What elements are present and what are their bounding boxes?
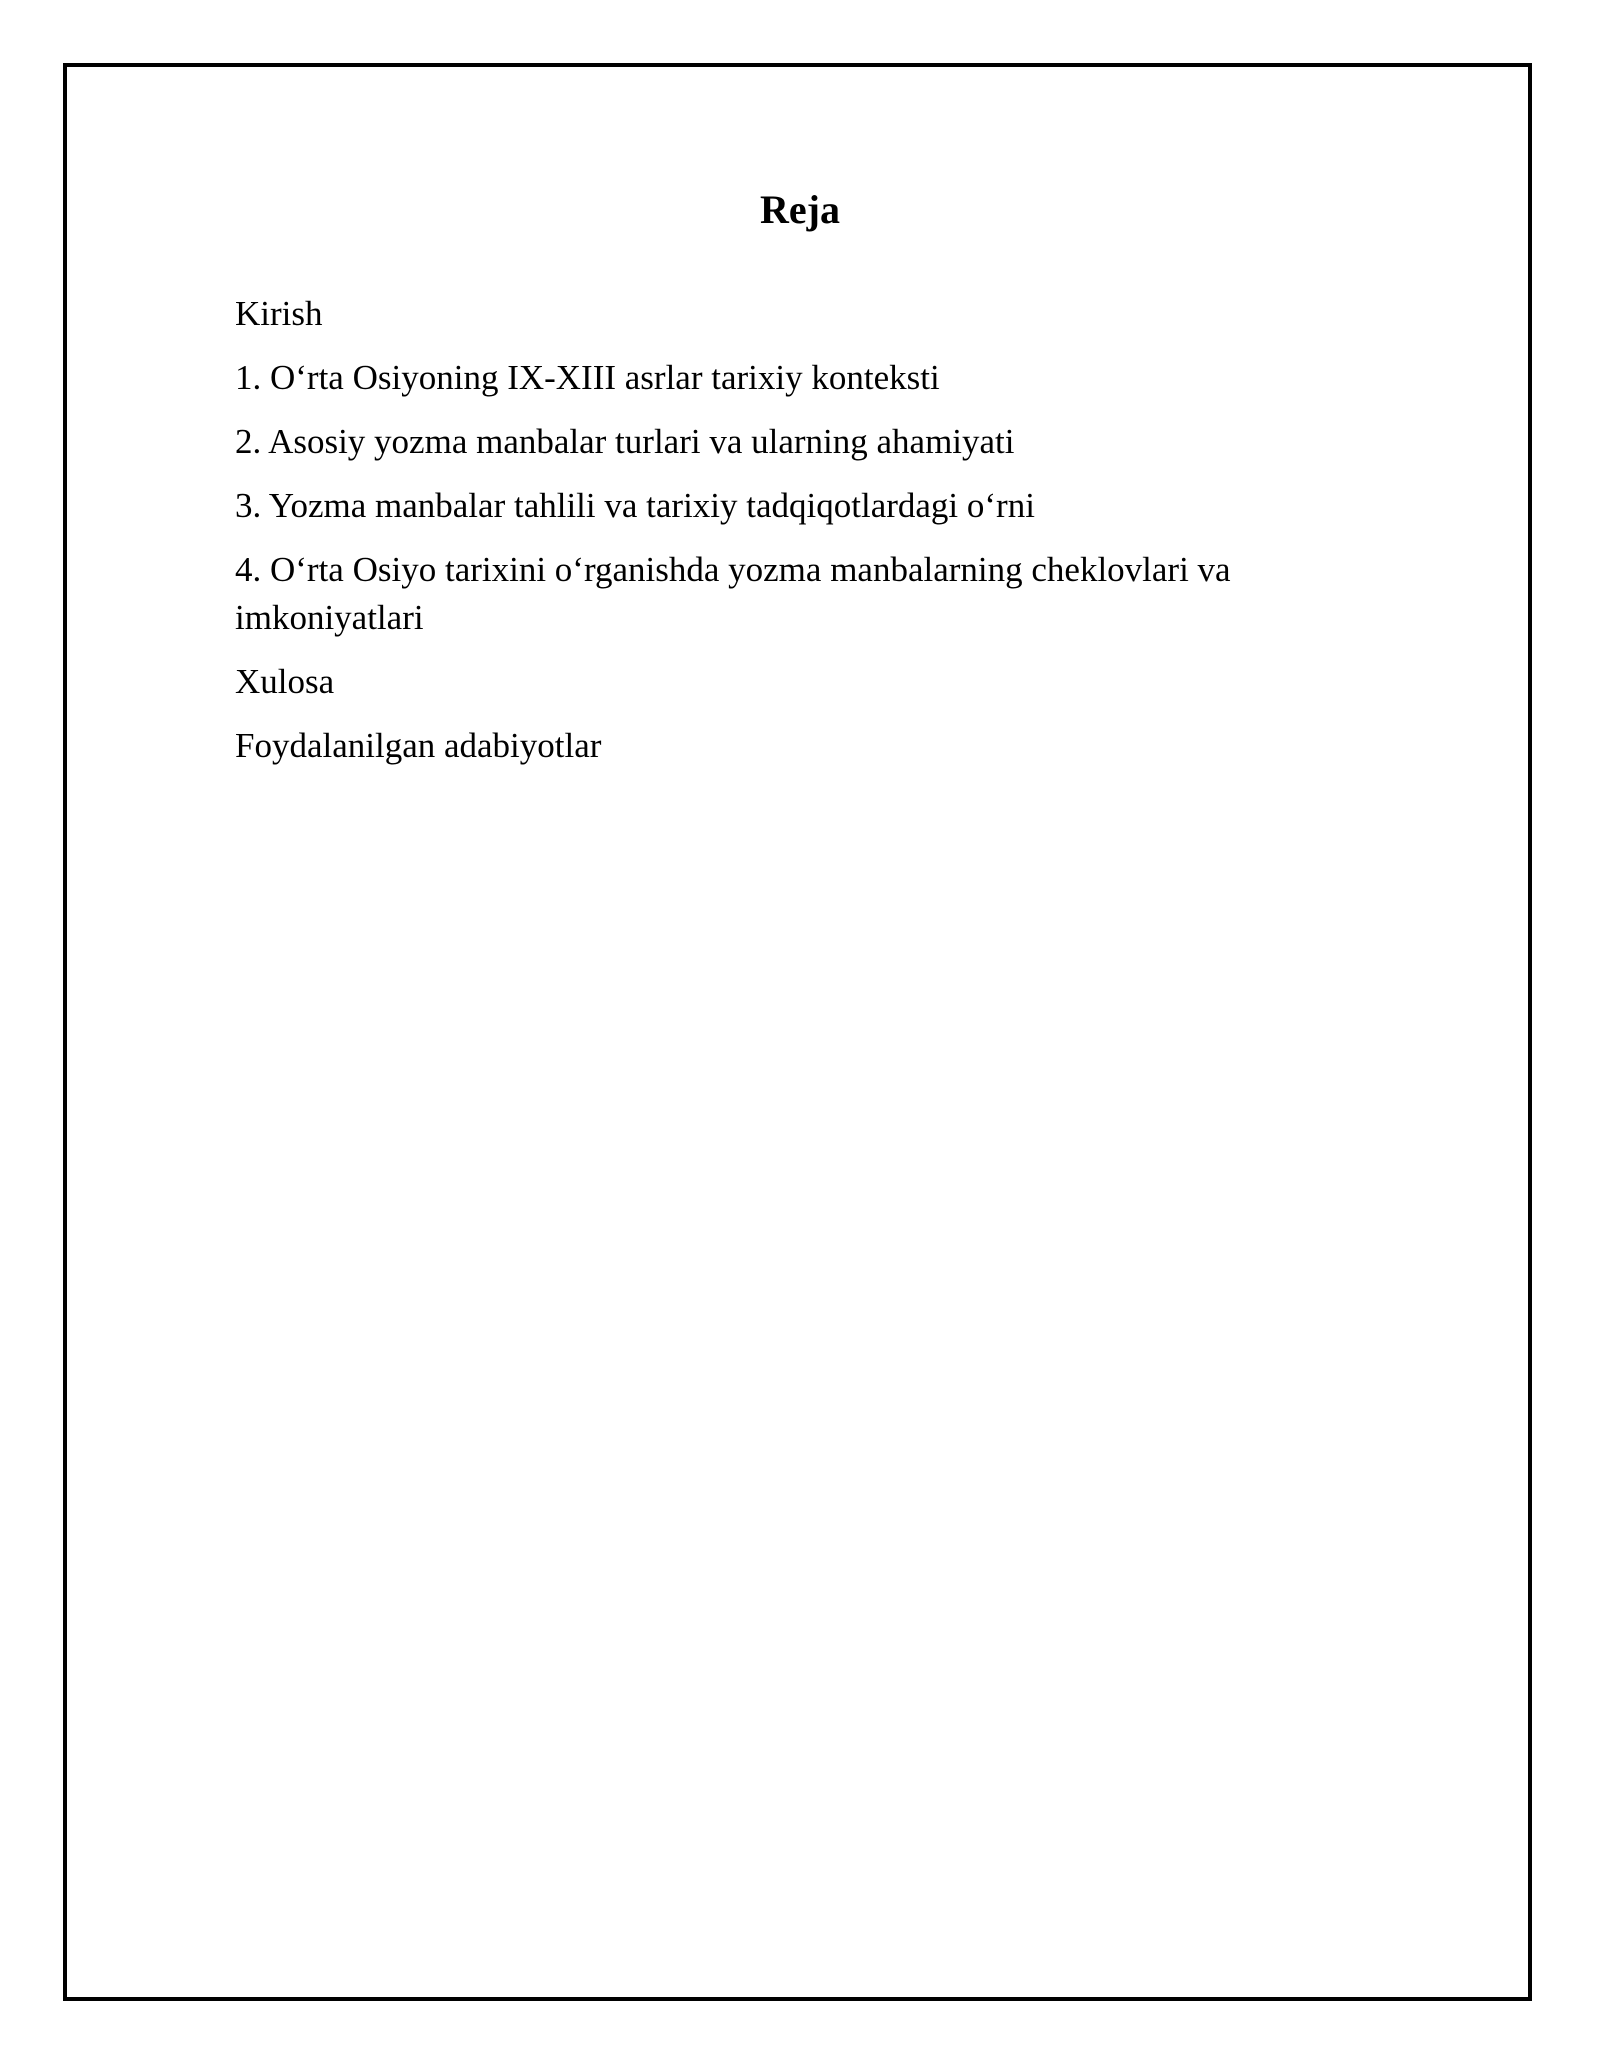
plan-item-references: Foydalanilgan adabiyotlar (235, 726, 602, 765)
plan-item-1: 1. O‘rta Osiyoning IX-XIII asrlar tarixiy konteksti (235, 358, 940, 397)
plan-item-2: 2. Asosiy yozma manbalar turlari va ularning ahamiyati (235, 422, 1015, 461)
page-title: Reja (760, 187, 840, 232)
plan-item-introduction: Kirish (235, 294, 323, 333)
plan-item-3: 3. Yozma manbalar tahlili va tarixiy tadqiqotlardagi o‘rni (235, 486, 1035, 525)
plan-item-conclusion: Xulosa (235, 662, 335, 701)
plan-list (235, 290, 1355, 786)
plan-item-4: 4. O‘rta Osiyo tarixini o‘rganishda yozma manbalarning cheklovlari va imkoniyatlari (235, 550, 1231, 637)
